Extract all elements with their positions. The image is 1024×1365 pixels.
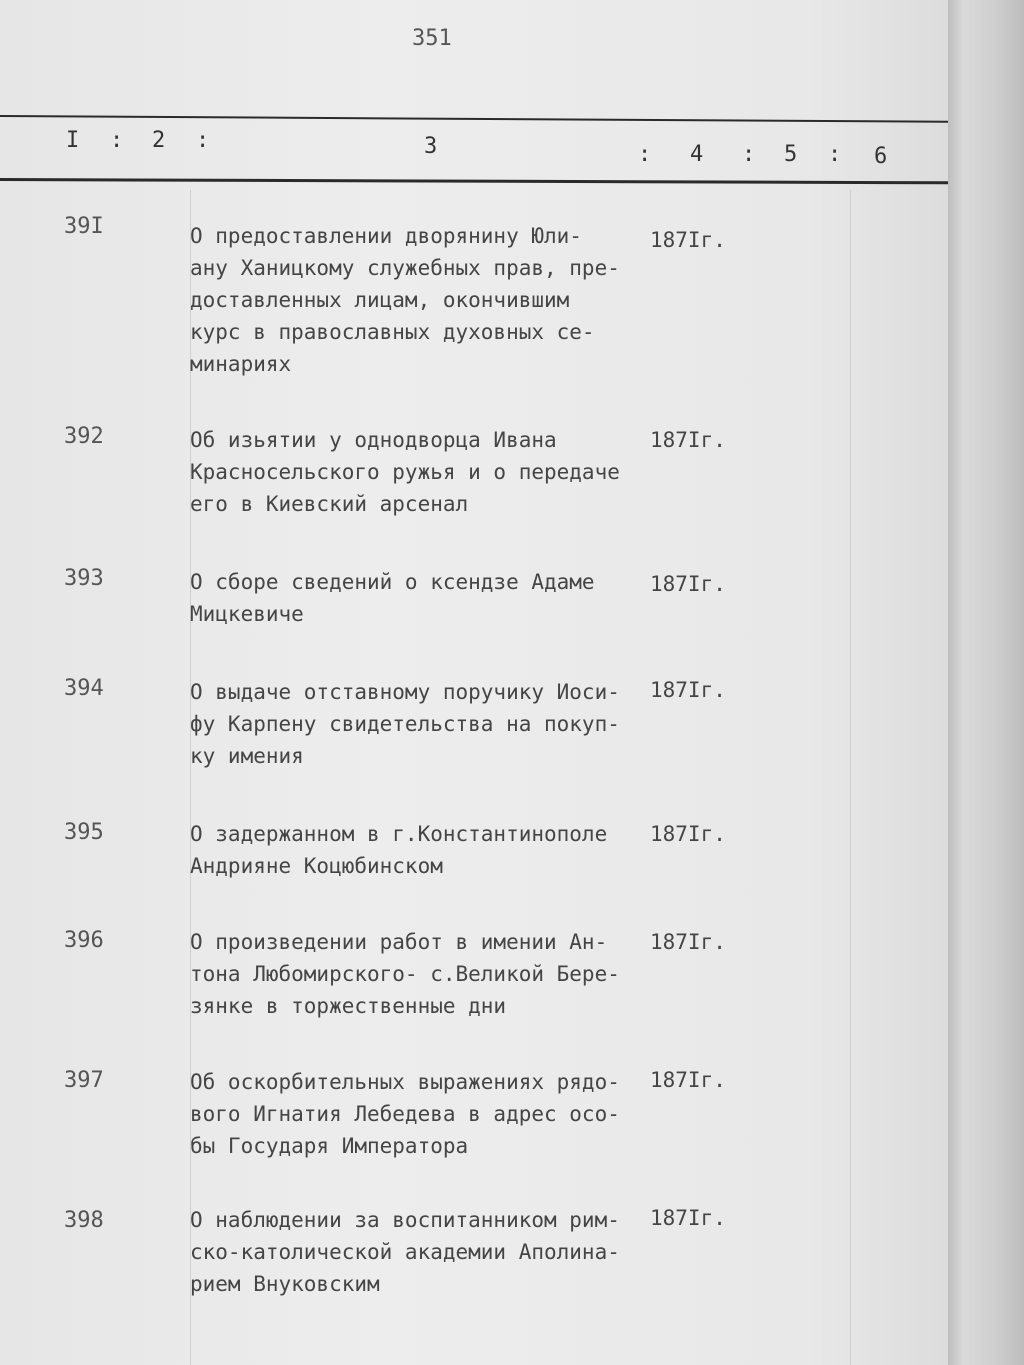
header-bottom-rule — [0, 178, 948, 184]
column-header-4: 4 — [690, 142, 704, 167]
entry-year: 187Iг. — [650, 228, 726, 252]
entry-number: 397 — [64, 1068, 104, 1093]
entry-number: 392 — [64, 424, 104, 449]
entry-description: О произведении работ в имении Ан- тона Любомирского- с.Великой Бере- зянке в торжественные дни — [190, 930, 620, 1018]
entry-number: 39I — [64, 214, 104, 239]
entry-description: О предоставлении дворянину Юли- ану Ханицкому служебных прав, пре- доставленных лицам, окончившим курс в православных духовных се- минариях — [190, 224, 620, 376]
entry-description: Об изьятии у однодворца Ивана Красносельского ружья и о передаче его в Киевский арсенал — [190, 428, 620, 516]
header-top-rule — [0, 115, 948, 123]
entry-year: 187Iг. — [650, 678, 726, 702]
entry-year: 187Iг. — [650, 428, 726, 452]
entry-number: 395 — [64, 820, 104, 845]
entry-year: 187Iг. — [650, 930, 726, 954]
column-header-separator: : — [638, 142, 652, 167]
entry-description: О задержанном в г.Константинополе Андрияне Коцюбинском — [190, 822, 608, 878]
entry-number: 394 — [64, 676, 104, 701]
column-header-separator: : — [196, 128, 210, 153]
entry-number: 396 — [64, 928, 104, 953]
entry-year: 187Iг. — [650, 822, 726, 846]
page-edge-shadow — [948, 0, 1024, 1365]
entry-description: Об оскорбительных выражениях рядо- вого Игнатия Лебедева в адрес осо- бы Государя Императора — [190, 1070, 620, 1158]
entry-description: О сборе сведений о ксендзе Адаме Мицкевиче — [190, 570, 595, 626]
page-number: 351 — [412, 26, 452, 51]
column-header-separator: : — [742, 142, 756, 167]
entry-description: О выдаче отставному поручику Иоси- фу Карпену свидетельства на покуп- ку имения — [190, 680, 620, 768]
column-header-5: 5 — [784, 142, 798, 167]
column-header-2: 2 — [152, 128, 166, 153]
column-header-1: I — [66, 128, 80, 153]
entry-year: 187Iг. — [650, 572, 726, 596]
column-header-separator: : — [110, 128, 124, 153]
entry-year: 187Iг. — [650, 1068, 726, 1092]
column-header-6: 6 — [874, 144, 888, 169]
entry-description: О наблюдении за воспитанником рим- ско-католической академии Аполина- рием Внуковским — [190, 1208, 620, 1296]
entry-number: 393 — [64, 566, 104, 591]
column-header-3: 3 — [424, 134, 438, 159]
entry-year: 187Iг. — [650, 1206, 726, 1230]
entry-number: 398 — [64, 1208, 104, 1233]
column-guide-line — [850, 190, 851, 1365]
column-header-separator: : — [828, 142, 842, 167]
